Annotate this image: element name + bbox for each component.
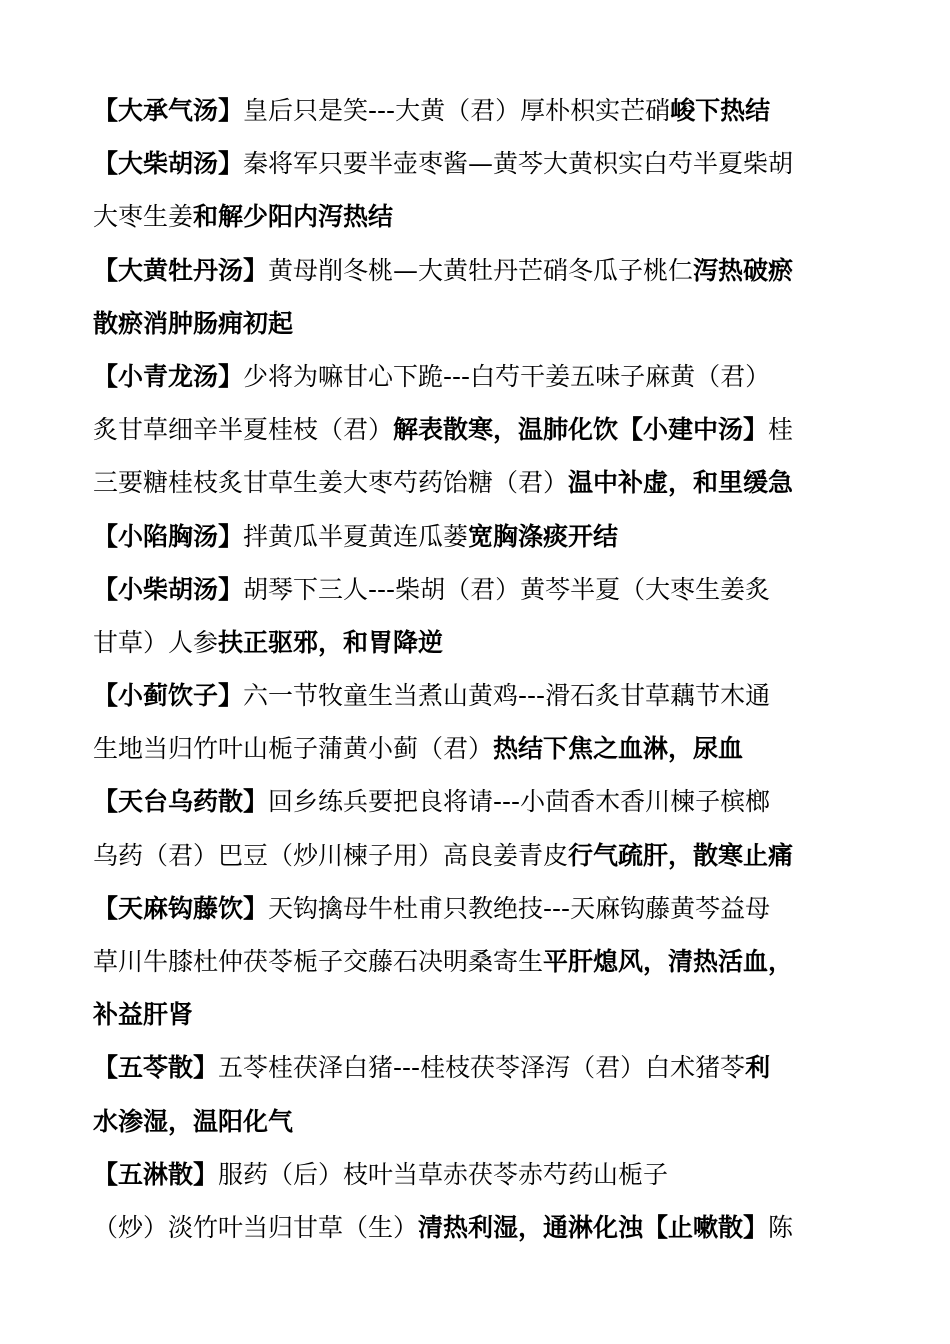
bold-text-segment: 散瘀消肿肠痈初起 bbox=[93, 308, 294, 338]
text-line bbox=[93, 775, 861, 828]
bold-text-segment: 【小青龙汤】 bbox=[93, 361, 244, 391]
text-segment: 少将为嘛甘心下跪---白芍干姜五味子麻黄（君） bbox=[243, 361, 771, 391]
text-segment: 黄母削冬桃—大黄牡丹芒硝冬瓜子桃仁 bbox=[268, 255, 694, 285]
text-segment: 服药（后）枝叶当草赤茯苓赤芍药山栀子 bbox=[218, 1159, 669, 1189]
text-line bbox=[93, 84, 861, 137]
text-line bbox=[93, 1201, 861, 1254]
text-segment: 三要糖桂枝炙甘草生姜大枣芍药饴糖（君） bbox=[93, 468, 569, 498]
text-line bbox=[93, 829, 861, 882]
text-segment: 大枣生姜 bbox=[93, 202, 194, 232]
bold-text-segment: 宽胸涤痰开结 bbox=[468, 521, 619, 551]
bold-text-segment: 【五苓散】 bbox=[93, 1053, 219, 1083]
text-segment: 生地当归竹叶山栀子蒲黄小蓟（君） bbox=[93, 734, 494, 764]
bold-text-segment: 【小蓟饮子】 bbox=[93, 681, 244, 711]
bold-text-segment: 【小陷胸汤】 bbox=[93, 521, 244, 551]
bold-text-segment: 【大黄牡丹汤】 bbox=[93, 255, 269, 285]
bold-text-segment: 行气疏肝，散寒止痛 bbox=[568, 840, 794, 870]
text-line bbox=[93, 882, 861, 935]
text-line bbox=[93, 1148, 861, 1201]
bold-text-segment: 清热利湿，通淋化浊【止嗽散】 bbox=[418, 1212, 769, 1242]
text-segment: 陈 bbox=[768, 1212, 794, 1242]
text-line bbox=[93, 510, 861, 563]
bold-text-segment: 补益肝肾 bbox=[93, 1000, 194, 1030]
text-segment: 草川牛膝杜仲茯苓栀子交藤石决明桑寄生 bbox=[93, 947, 544, 976]
text-segment: 胡琴下三人---柴胡（君）黄芩半夏（大枣生姜炙 bbox=[243, 574, 771, 604]
text-segment: 甘草）人参 bbox=[93, 627, 219, 657]
text-line bbox=[93, 297, 861, 350]
bold-text-segment: 【小柴胡汤】 bbox=[93, 574, 244, 604]
bold-text-segment: 解表散寒，温肺化饮【小建中汤】 bbox=[393, 415, 769, 445]
text-segment: 秦将军只要半壶枣酱—黄芩大黄枳实白芍半夏柴胡 bbox=[243, 149, 794, 179]
text-segment: 天钩擒母牛杜甫只教绝技---天麻钩藤黄芩益母 bbox=[268, 893, 771, 923]
text-segment: 六一节牧童生当煮山黄鸡---滑石炙甘草藕节木通 bbox=[243, 681, 771, 711]
text-line bbox=[93, 935, 861, 988]
bold-text-segment: 温中补虚，和里缓急 bbox=[568, 468, 794, 498]
bold-text-segment: 峻下热结 bbox=[670, 96, 771, 125]
text-line bbox=[93, 669, 861, 722]
bold-text-segment: 水渗湿，温阳化气 bbox=[93, 1106, 294, 1136]
bold-text-segment: 热结下焦之血淋，尿血 bbox=[493, 734, 744, 764]
text-segment: 拌黄瓜半夏黄连瓜蒌 bbox=[243, 521, 469, 551]
formula-text-body bbox=[93, 84, 861, 1254]
bold-text-segment: 【天麻钩藤饮】 bbox=[93, 893, 269, 923]
text-line bbox=[93, 456, 861, 509]
text-line bbox=[93, 1095, 861, 1148]
bold-text-segment: 【天台乌药散】 bbox=[93, 787, 269, 817]
text-line bbox=[93, 722, 861, 775]
text-line bbox=[93, 563, 861, 616]
bold-text-segment: 利 bbox=[745, 1053, 771, 1083]
bold-text-segment: 【大承气汤】 bbox=[93, 96, 244, 125]
text-segment: （炒）淡竹叶当归甘草（生） bbox=[93, 1212, 419, 1242]
text-segment: 五苓桂茯泽白猪---桂枝茯苓泽泻（君）白术猪苓 bbox=[218, 1053, 746, 1083]
bold-text-segment: 和解少阳内泻热结 bbox=[193, 202, 394, 232]
text-segment: 炙甘草细辛半夏桂枝（君） bbox=[93, 415, 394, 445]
bold-text-segment: 【大柴胡汤】 bbox=[93, 149, 244, 179]
bold-text-segment: 泻热破瘀 bbox=[693, 255, 794, 285]
text-segment: 回乡练兵要把良将请---小茴香木香川楝子槟榔 bbox=[268, 787, 771, 817]
text-line bbox=[93, 403, 861, 456]
text-segment: 皇后只是笑---大黄（君）厚朴枳实芒硝 bbox=[243, 96, 671, 125]
text-line bbox=[93, 988, 861, 1041]
text-segment: 乌药（君）巴豆（炒川楝子用）高良姜青皮 bbox=[93, 840, 569, 870]
text-line bbox=[93, 190, 861, 243]
bold-text-segment: 扶正驱邪，和胃降逆 bbox=[218, 627, 444, 657]
text-line bbox=[93, 1041, 861, 1094]
text-segment: 桂 bbox=[768, 415, 794, 445]
text-line bbox=[93, 244, 861, 297]
bold-text-segment: 平肝熄风，清热活血， bbox=[543, 947, 794, 976]
bold-text-segment: 【五淋散】 bbox=[93, 1159, 219, 1189]
text-line bbox=[93, 137, 861, 190]
text-line bbox=[93, 616, 861, 669]
text-line bbox=[93, 350, 861, 403]
